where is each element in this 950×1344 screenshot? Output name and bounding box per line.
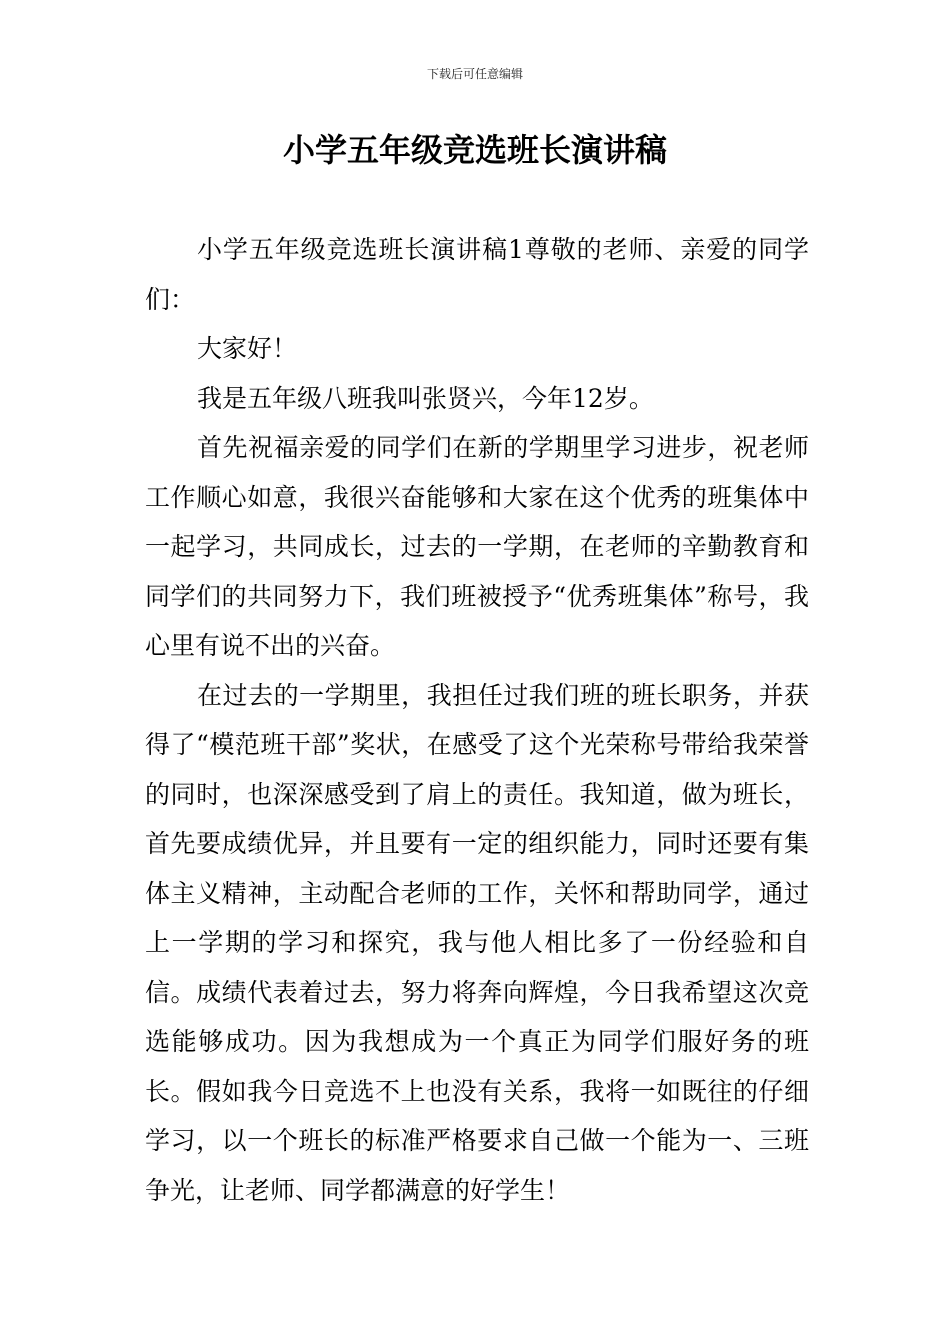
document-title: 小学五年级竞选班长演讲稿 (282, 131, 667, 169)
paragraph-greeting: 大家好！ (197, 334, 298, 363)
paragraph-experience: 在过去的一学期里，我担任过我们班的班长职务，并获得了“模范班干部”奖状，在感受了这个光荣称号带给我荣誉的同时，也深深感受到了肩上的责任。我知道，做为班长，首先要成绩优异，并且要有一定的组织能力，同时还要有集体主义精神，主动配合老师的工作，关怀和帮助同学，通过上一学期的学习和探究，我与他人相比多了一份经验和自信。成绩代表着过去，努力将奔向辉煌，今日我希望这次竞选能够成功。因为我想成为一个真正为同学们服好务的班长。假如我今日竞选不上也没有关系，我将一如既往的仔细学习，以一个班长的标准严格要求自己做一个能为一、三班争光，让老师、同学都满意的好学生！ (145, 680, 809, 1205)
paragraph-wishes: 首先祝福亲爱的同学们在新的学期里学习进步，祝老师工作顺心如意，我很兴奋能够和大家在这个优秀的班集体中一起学习，共同成长，过去的一学期，在老师的辛勤教育和同学们的共同努力下，我们班被授予“优秀班集体”称号，我心里有说不出的兴奋。 (145, 433, 809, 660)
header-note: 下载后可任意编辑 (426, 67, 523, 81)
paragraph-introduction: 我是五年级八班我叫张贤兴，今年12岁。 (197, 383, 654, 413)
document-body (145, 225, 809, 1215)
paragraph-salutation: 小学五年级竞选班长演讲稿1尊敬的老师、亲爱的同学们： (145, 235, 809, 314)
